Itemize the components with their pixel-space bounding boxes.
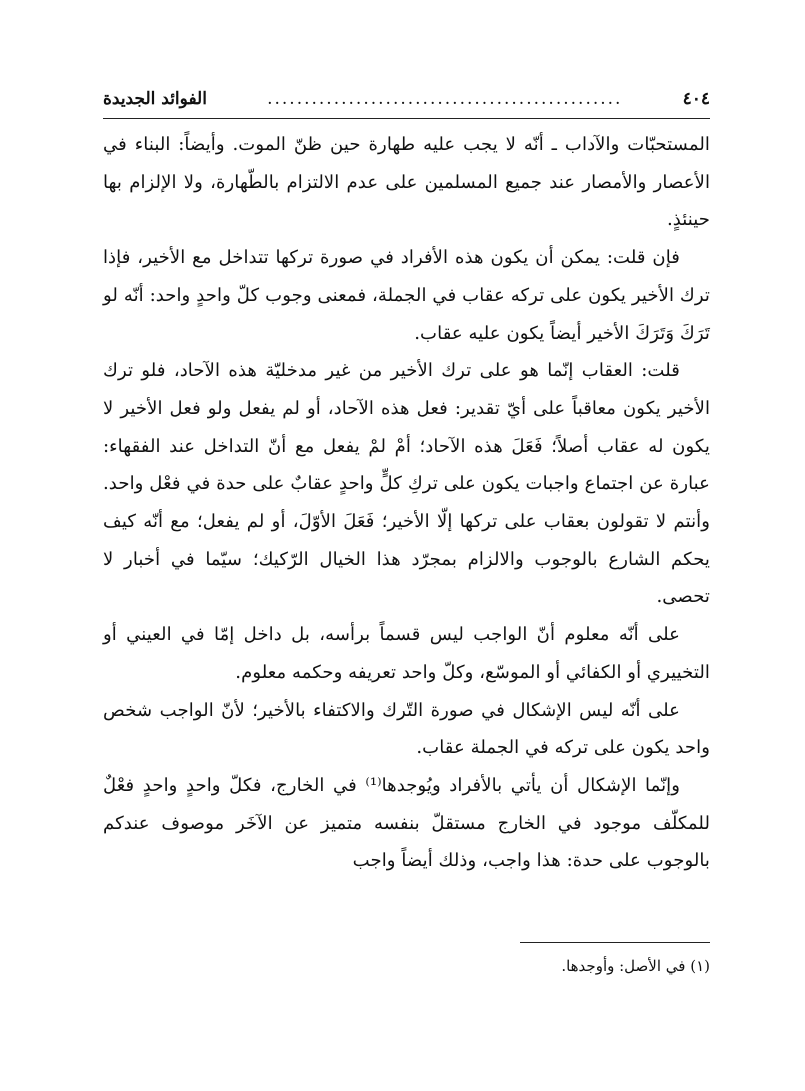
book-title: الفوائد الجديدة — [103, 89, 207, 109]
header-divider — [103, 118, 710, 119]
paragraph-5: على أنّه ليس الإشكال في صورة التّرك والاكتفاء بالأخير؛ لأنّ الواجب شخص واحد يكون على تركه في الجملة عقاب. — [103, 699, 710, 759]
paragraph-6: وإنّما الإشكال أن يأتي بالأفراد ويُوجدها⁽¹⁾ في الخارج، فكلّ واحدٍ واحدٍ فعْلٌ للمكلّف موجود في الخارج مستقلّ بنفسه متميز عن الآخَر موصوف عندكم بالوجوب على حدة: هذا واجب، وذلك أيضاً واجب — [103, 774, 710, 872]
book-page — [103, 82, 710, 1042]
leader-dots: ................................................ — [267, 89, 623, 109]
paragraph-1: المستحبّات والآداب ـ أنّه لا يجب عليه طهارة حين ظنّ الموت. وأيضاً: البناء في الأعصار والأمصار عند جميع المسلمين على عدم الالتزام بالطّهارة، ولا الإلزام بها حينئذٍ. — [103, 134, 710, 231]
running-head — [103, 82, 710, 116]
paragraph-3: قلت: العقاب إنّما هو على ترك الأخير من غير مدخليّة هذه الآحاد، فلو ترك الأخير يكون معاقباً على أيّ تقدير: فعل هذه الآحاد، أو لم يفعل ولو فعل الأخير لا يكون له عقاب أصلاً؛ فَعَلَ هذه الآحاد؛ أمْ لمْ يفعل مع أنّ التداخل عند الفقهاء: عبارة عن اجتماع واجبات يكون على تركِ كلٍّ واحدٍ عقابٌ على حدة في فعْل واحد. وأنتم لا تقولون بعقاب على تركها إلّا الأخير؛ فَعَلَ الأوّلَ، أو لم يفعل؛ مع أنّه كيف يحكم الشارع بالوجوب والالزام بمجرّد هذا الخيال الرّكيك؛ سيّما في أخبار لا تحصى. — [103, 360, 710, 608]
paragraph-4: على أنّه معلوم أنّ الواجب ليس قسماً برأسه، بل داخل إمّا في العيني أو التخييري أو الكفائي أو الموسّع، وكلّ واحد تعريفه وحكمه معلوم. — [103, 624, 710, 683]
paragraph-2: فإن قلت: يمكن أن يكون هذه الأفراد في صورة تركها تتداخل مع الأخير، فإذا ترك الأخير يكون على تركه عقاب في الجملة، فمعنى وجوب كلّ واحدٍ واحد: أنّه لو تَرَكَ وَتَرَكَ الأخير أيضاً يكون عليه عقاب. — [103, 247, 710, 344]
body-text — [103, 126, 710, 880]
footnote: (١) في الأصل: وأوجدها. — [561, 957, 710, 975]
footnote-divider — [520, 942, 710, 943]
page-number: ٤٠٤ — [682, 89, 710, 109]
